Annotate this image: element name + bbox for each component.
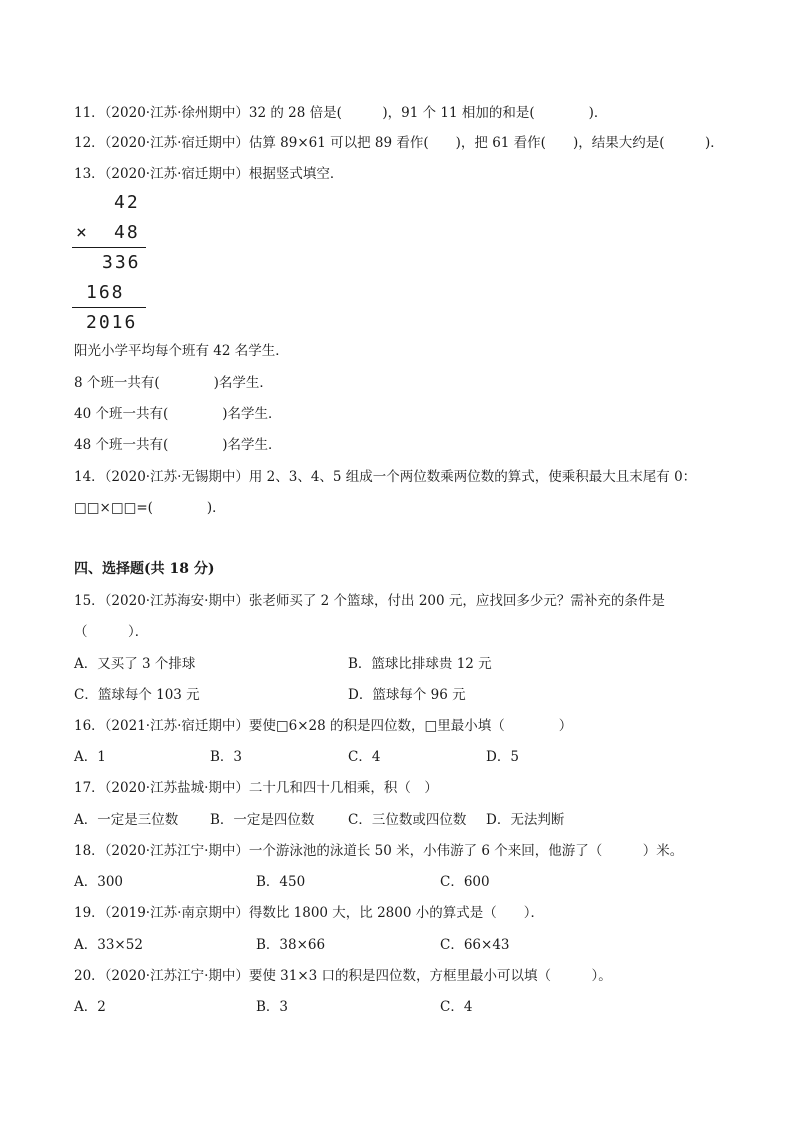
multiplicand: 42 [114,192,140,213]
q15-option-d: D．篮球每个 96 元 [348,687,466,703]
q17-option-c: C．三位数或四位数 [348,812,467,828]
q13-sub-a: 8 个班一共有( )名学生． [74,375,273,391]
multiplier: 48 [114,222,140,243]
question-12: 12．（2020·江苏·宿迁期中）估算 89×61 可以把 89 看作( )，把 61 看作( )，结果大约是( )． [74,135,724,151]
q13-sub-c: 48 个班一共有( )名学生． [74,437,282,453]
q19-option-c: C．66×43 [440,937,510,953]
q20-option-a: A．2 [74,999,106,1015]
q17-option-d: D．无法判断 [486,812,565,828]
partial-product-1: 336 [102,252,141,273]
q18-option-c: C．600 [440,874,490,890]
times-sign: × [76,222,89,243]
q13-sub-b: 40 个班一共有( )名学生． [74,406,282,422]
question-13: 13．（2020·江苏·宿迁期中）根据竖式填空． [74,166,344,182]
question-16: 16．（2021·江苏·宿迁期中）要使□6×28 的积是四位数，□里最小填（ ） [74,718,573,734]
q19-option-a: A．33×52 [74,937,143,953]
rule-2 [72,307,146,308]
vertical-multiplication [70,190,160,335]
question-15-line2: （ ）． [74,624,149,640]
question-14-line2: □□×□□=( )． [74,500,226,516]
question-14-line1: 14．（2020·江苏·无锡期中）用 2、3、4、5 组成一个两位数乘两位数的算式，使乘积最大且末尾有 0： [74,469,697,485]
q17-option-a: A．一定是三位数 [74,812,179,828]
product: 2016 [86,312,138,333]
q20-option-b: B．3 [256,999,289,1015]
q18-option-b: B．450 [256,874,306,890]
q19-option-b: B．38×66 [256,937,326,953]
question-15-line1: 15．（2020·江苏海安·期中）张老师买了 2 个篮球，付出 200 元，应找回多少元？需补充的条件是 [74,593,665,609]
question-18: 18．（2020·江苏江宁·期中）一个游泳池的泳道长 50 米，小伟游了 6 个来回，他游了（ ）米。 [74,843,684,859]
q20-option-c: C．4 [440,999,473,1015]
partial-product-2: 168 [86,282,125,303]
q16-option-a: A．1 [74,749,106,765]
q15-option-a: A．又买了 3 个排球 [74,656,196,672]
question-17: 17．（2020·江苏盐城·期中）二十几和四十几相乘，积（ ） [74,780,438,796]
section-4-title: 四、选择题(共 18 分) [74,561,215,577]
q15-option-b: B．篮球比排球贵 12 元 [348,656,492,672]
q16-option-b: B．3 [210,749,243,765]
q16-option-d: D．5 [486,749,519,765]
q16-option-c: C．4 [348,749,381,765]
question-11: 11．（2020·江苏·徐州期中）32 的 28 倍是( )，91 个 11 相加的和是( )． [74,105,608,121]
question-20: 20．（2020·江苏江宁·期中）要使 31×3 口的积是四位数，方框里最小可以填（ ）。 [74,968,612,984]
q18-option-a: A．300 [74,874,124,890]
rule-1 [72,247,146,248]
question-19: 19．（2019·江苏·南京期中）得数比 1800 大，比 2800 小的算式是（ ）． [74,905,544,921]
q15-option-c: C．篮球每个 103 元 [74,687,200,703]
q17-option-b: B．一定是四位数 [210,812,315,828]
q13-intro: 阳光小学平均每个班有 42 名学生． [74,343,289,359]
